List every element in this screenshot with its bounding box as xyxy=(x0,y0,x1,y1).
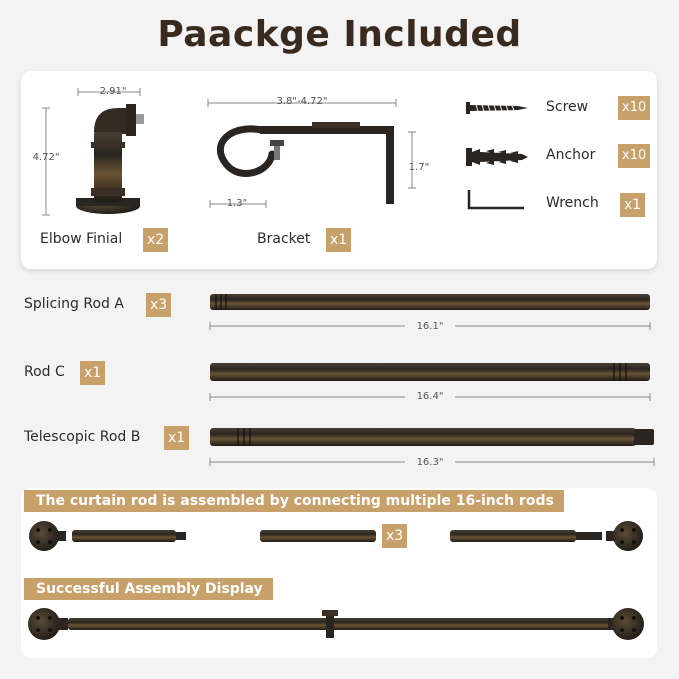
wrench-label: Wrench xyxy=(546,195,599,211)
rod-c-qty: x1 xyxy=(80,361,105,385)
anchor-qty: x10 xyxy=(618,144,650,168)
rod-b-qty: x1 xyxy=(164,426,189,450)
elbow-finial-qty: x2 xyxy=(143,228,168,252)
anchor-icon xyxy=(466,146,528,168)
page-title: Paackge Included xyxy=(157,14,522,55)
rod-a-length: 16.1" xyxy=(405,321,455,332)
rod-a-label: Splicing Rod A xyxy=(24,296,124,312)
display-banner: Successful Assembly Display xyxy=(24,578,273,600)
anchor-label: Anchor xyxy=(546,147,596,163)
rod-b-length: 16.3" xyxy=(405,457,455,468)
elbow-width-dim: 2.91" xyxy=(99,86,127,97)
bracket-height-dim: 1.7" xyxy=(408,162,430,173)
elbow-height-dim: 4.72" xyxy=(32,152,60,163)
assembly-banner: The curtain rod is assembled by connecting multiple 16-inch rods xyxy=(24,490,564,512)
rod-c-length: 16.4" xyxy=(405,391,455,402)
bracket-qty: x1 xyxy=(326,228,351,252)
elbow-finial-label: Elbow Finial xyxy=(40,231,123,247)
assembly-middle-qty: x3 xyxy=(382,524,407,548)
screw-qty: x10 xyxy=(618,96,650,120)
rod-b-label: Telescopic Rod B xyxy=(24,429,141,445)
rod-a-qty: x3 xyxy=(146,293,171,317)
wrench-qty: x1 xyxy=(620,193,645,217)
bracket-depth-dim: 1.3" xyxy=(226,198,248,209)
assembled-rod-image xyxy=(28,604,648,648)
assembly-parts-image xyxy=(28,518,648,558)
bracket-label: Bracket xyxy=(257,231,311,247)
rod-c-label: Rod C xyxy=(24,364,65,380)
screw-icon xyxy=(466,100,528,116)
wrench-icon xyxy=(466,188,528,214)
bracket-length-dim: 3.8"-4.72" xyxy=(276,96,328,107)
screw-label: Screw xyxy=(546,99,589,115)
